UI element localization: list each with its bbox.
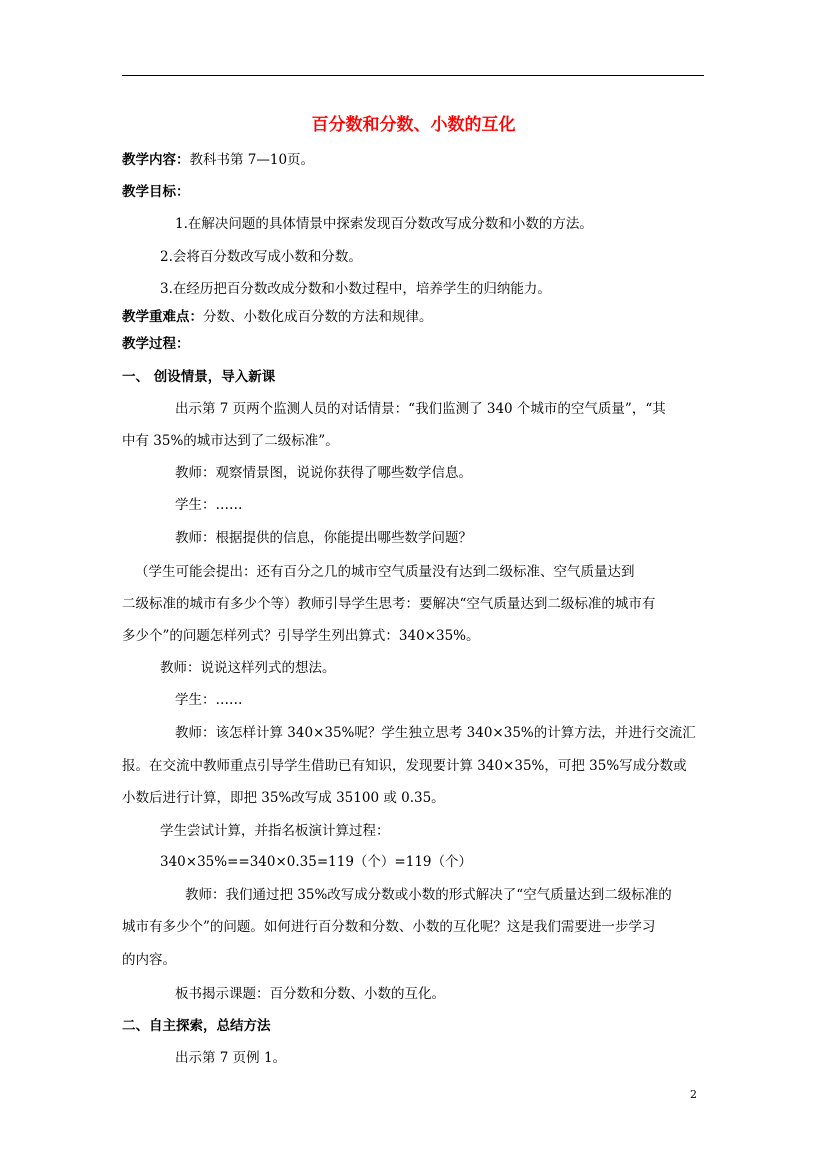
key-text: 分数、小数化成百分数的方法和规律。: [203, 309, 433, 325]
section-heading-1: 一、 创设情景，导入新课: [122, 369, 276, 385]
paragraph-line: 的内容。: [122, 952, 176, 968]
goal-item-3: 3.在经历把百分数改成分数和小数过程中，培养学生的归纳能力。: [160, 281, 551, 297]
paragraph-line: 教师：根据提供的信息，你能提出哪些数学问题？: [175, 530, 472, 546]
header-rule: [122, 75, 704, 76]
key-label: 教学重难点：: [122, 309, 203, 325]
paragraph-line: 板书揭示课题：百分数和分数、小数的互化。: [175, 986, 445, 1002]
paragraph-line: （学生可能会提出：还有百分之几的城市空气质量没有达到二级标准、空气质量达到: [135, 564, 635, 580]
paragraph-line: 学生：……: [175, 497, 243, 513]
page-number: 2: [690, 1088, 697, 1101]
formula-line: 340×35%==340×0.35=119（个）=119（个）: [160, 854, 473, 870]
paragraph-line: 中有 35%的城市达到了二级标准”。: [122, 433, 339, 449]
paragraph-line: 教师：我们通过把 35%改写成分数或小数的形式解决了“空气质量达到二级标准的: [185, 887, 672, 903]
process-label: 教学过程：: [122, 336, 190, 352]
paragraph-line: 学生：……: [175, 692, 243, 708]
paragraph-line: 学生尝试计算，并指名板演计算过程：: [160, 823, 390, 839]
paragraph-line: 出示第 7 页例 1。: [175, 1050, 287, 1066]
goal-label: 教学目标：: [122, 184, 190, 200]
paragraph-line: 出示第 7 页两个监测人员的对话情景：“我们监测了 340 个城市的空气质量”，“其: [175, 401, 666, 417]
goal-item-1: 1.在解决问题的具体情景中探索发现百分数改写成分数和小数的方法。: [175, 216, 593, 232]
paragraph-line: 城市有多少个”的问题。如何进行百分数和分数、小数的互化呢？这是我们需要进一步学习: [122, 919, 656, 935]
content-text: 教科书第 7—10页。: [189, 152, 315, 168]
paragraph-line: 二级标准的城市有多少个等）教师引导学生思考：要解决“空气质量达到二级标准的城市有: [122, 596, 656, 612]
paragraph-line: 多少个”的问题怎样列式？引导学生列出算式：340×35%。: [122, 628, 480, 644]
content-row: [122, 149, 314, 171]
key-row: [122, 306, 433, 328]
paragraph-line: 小数后进行计算，即把 35%改写成 35100 或 0.35。: [122, 790, 445, 806]
goal-item-2: 2.会将百分数改写成小数和分数。: [160, 249, 362, 265]
paragraph-line: 教师：观察情景图，说说你获得了哪些数学信息。: [175, 465, 472, 481]
section-heading-2: 二、自主探索，总结方法: [122, 1018, 271, 1034]
page-title: 百分数和分数、小数的互化: [311, 115, 516, 135]
paragraph-line: 报。在交流中教师重点引导学生借助已有知识，发现要计算 340×35%，可把 35%写成分数或: [122, 758, 687, 774]
content-label: 教学内容：: [122, 152, 190, 168]
paragraph-line: 教师：说说这样列式的想法。: [160, 660, 336, 676]
paragraph-line: 教师：该怎样计算 340×35%呢？学生独立思考 340×35%的计算方法，并进行交流汇: [175, 725, 696, 741]
